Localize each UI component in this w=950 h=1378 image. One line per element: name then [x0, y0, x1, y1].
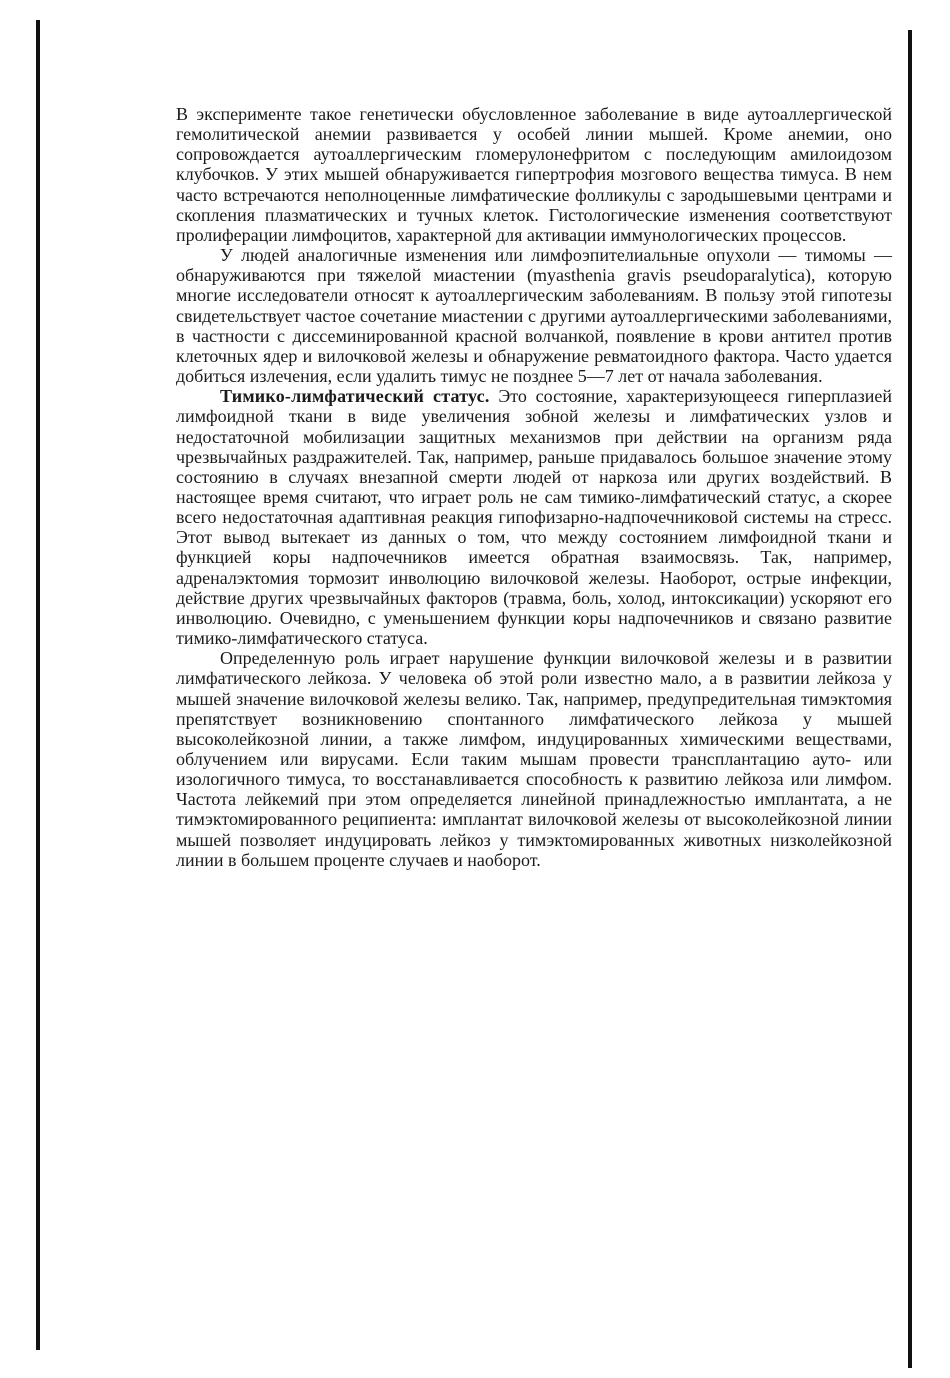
paragraph-myasthenia	[176, 245, 892, 386]
paragraph-text: У людей аналогичные изменения или лимфоэпителиальные опухоли — тимомы — обнаруживаются при тяжелой миастении (myasthenia gravis pseudoparalytica), которую многие исследователи относят к аутоаллергическим заболеваниям. В пользу этой гипотезы свидетельствует частое сочетание миастении с другими аутоаллергическими заболеваниями, в частности с диссеминированной красной волчанкой, появление в крови антител против клеточных ядер и вилочковой железы и обнаружение ревматоидного фактора. Часто удается добиться излечения, если удалить тимус не позднее 5—7 лет от начала заболевания.	[176, 245, 892, 387]
paragraph-thymic-lymphatic-status	[176, 386, 892, 648]
scan-edge-right	[908, 30, 912, 1368]
paragraph-text: В эксперименте такое генетически обусловленное заболевание в виде аутоаллергической гемолитической анемии развивается у особей линии мышей. Кроме анемии, оно сопровождается аутоаллергическим гломерулонефритом с последующим амилоидозом клубочков. У этих мышей обнаруживается гипертрофия мозгового вещества тимуса. В нем часто встречаются неполноценные лимфатические фолликулы с зародышевыми центрами и скопления плазматических и тучных клеток. Гистологические изменения соответствуют пролиферации лимфоцитов, характерной для активации иммунологических процессов.	[176, 104, 892, 245]
paragraph-experiment	[176, 104, 892, 245]
page-body	[176, 104, 892, 870]
paragraph-leukemia	[176, 648, 892, 870]
scan-edge-left	[36, 20, 40, 1350]
paragraph-text: Это состояние, характеризующееся гиперплазией лимфоидной ткани в виде увеличения зобной железы и лимфатических узлов и недостаточной мобилизации защитных механизмов при действии на организм ряда чрезвычайных раздражителей. Так, например, раньше придавалось большое значение этому состоянию в случаях внезапной смерти людей от наркоза или других воздействий. В настоящее время считают, что играет роль не сам тимико-лимфатический статус, а скорее всего недостаточная адаптивная реакция гипофизарно-надпочечниковой системы на стресс. Этот вывод вытекает из данных о том, что между состоянием лимфоидной ткани и функцией коры надпочечников имеется обратная взаимосвязь. Так, например, адреналэктомия тормозит инволюцию вилочковой железы. Наоборот, острые инфекции, действие других чрезвычайных факторов (травма, боль, холод, интоксикации) ускоряют его инволюцию. Очевидно, с уменьшением функции коры надпочечников и связано развитие тимико-лимфатического статуса.	[176, 386, 892, 649]
paragraph-text: Определенную роль играет нарушение функции вилочковой железы и в развитии лимфатического лейкоза. У человека об этой роли известно мало, а в развитии лейкоза у мышей значение вилочковой железы велико. Так, например, предупредительная тимэктомия препятствует возникновению спонтанного лимфатического лейкоза у мышей высоколейкозной линии, а также лимфом, индуцированных химическими веществами, облучением или вирусами. Если таким мышам провести трансплантацию ауто- или изологичного тимуса, то восстанавливается способность к развитию лейкоза или лимфом. Частота лейкемий при этом определяется линейной принадлежностью имплантата, а не тимэктомированного реципиента: имплантат вилочковой железы от высоколейкозной линии мышей позволяет индуцировать лейкоз у тимэктомированных животных низколейкозной линии в большем проценте случаев и наоборот.	[176, 648, 892, 870]
section-heading-run-in: Тимико-лимфатический статус.	[220, 386, 490, 407]
